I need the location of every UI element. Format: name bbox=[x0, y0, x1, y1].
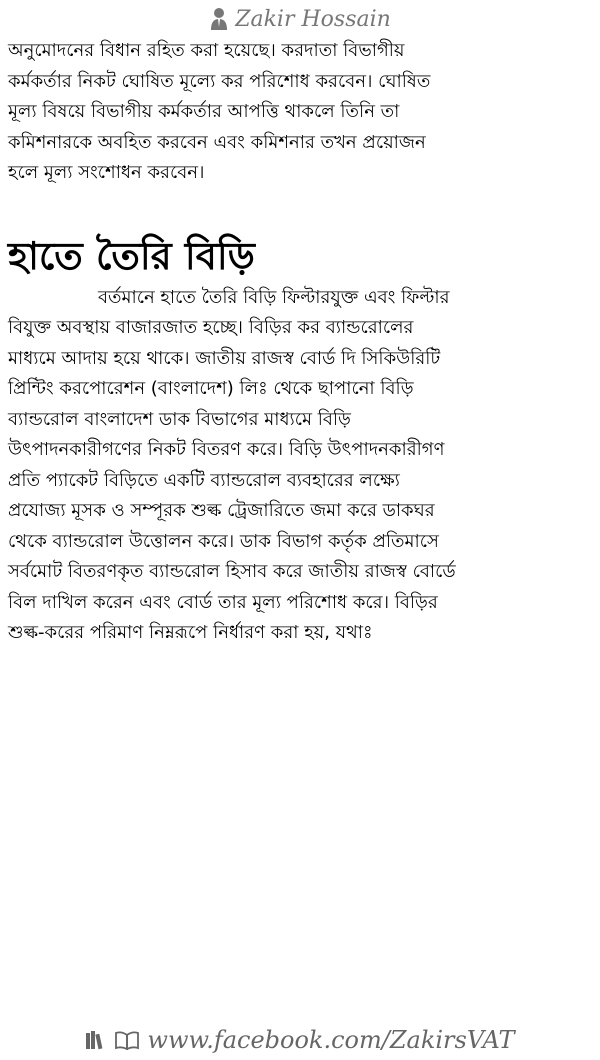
text-line: বিযুক্ত অবস্থায় বাজারজাত হচ্ছে। বিড়ির কর ব্যান্ডরোলের bbox=[8, 317, 414, 338]
text-line: থেকে ব্যান্ডরোল উত্তোলন করে। ডাক বিভাগ কর্তৃক প্রতিমাসে bbox=[8, 530, 439, 552]
text-line: অনুমোদনের বিধান রহিত করা হয়েছে। করদাতা বিভাগীয় bbox=[8, 40, 405, 61]
person-silhouette-icon bbox=[209, 7, 229, 31]
text-line: বিল দাখিল করেন এবং বোর্ড তার মূল্য পরিশোধ করে। বিড়ির bbox=[8, 591, 438, 613]
text-line: ব্যান্ডরোল বাংলাদেশ ডাক বিভাগের মাধ্যমে বিড়ি bbox=[8, 408, 351, 430]
text-line: কর্মকর্তার নিকট ঘোষিত মূল্যে কর পরিশোধ করবেন। ঘোষিত bbox=[8, 70, 431, 92]
page-footer bbox=[0, 1024, 600, 1056]
text-line: উৎপাদনকারীগণের নিকট বিতরণ করে। বিড়ি উৎপাদনকারীগণ bbox=[8, 439, 445, 460]
text-line: কমিশনারকে অবহিত করবেন এবং কমিশনার তখন প্রয়োজন bbox=[8, 131, 426, 153]
author-name: Zakir Hossain bbox=[235, 6, 391, 32]
text-line: শুল্ক-করের পরিমাণ নিম্নরূপে নির্ধারণ করা হয়, যথাঃ bbox=[8, 622, 373, 643]
text-line: মূল্য বিষয়ে বিভাগীয় কর্মকর্তার আপত্তি থাকলে তিনি তা bbox=[8, 101, 400, 122]
text-line: প্রযোজ্য মূসক ও সম্পূরক শুল্ক ট্রেজারিতে জমা করে ডাকঘর bbox=[8, 500, 435, 521]
text-line: বর্তমানে হাতে তৈরি বিড়ি ফিল্টারযুক্ত এবং ফিল্টার bbox=[98, 286, 450, 308]
section-heading: হাতে তৈরি বিড়ি bbox=[8, 233, 255, 278]
section-paragraph bbox=[8, 283, 594, 649]
open-book-icon bbox=[115, 1030, 139, 1050]
text-line: প্রতি প্যাকেট বিড়িতে একটি ব্যান্ডরোল ব্যবহারের লক্ষ্যে bbox=[8, 469, 400, 491]
text-line: প্রিন্টিং করপোরেশন (বাংলাদেশ) লিঃ থেকে ছাপানো বিড়ি bbox=[8, 378, 414, 399]
intro-paragraph bbox=[8, 36, 594, 189]
books-icon bbox=[85, 1030, 107, 1050]
text-line: হলে মূল্য সংশোধন করবেন। bbox=[8, 162, 205, 183]
page-header bbox=[0, 4, 600, 34]
text-line: সর্বমোট বিতরণকৃত ব্যান্ডরোল হিসাব করে জাতীয় রাজস্ব বোর্ডে bbox=[8, 561, 456, 582]
document-body bbox=[8, 36, 594, 649]
text-line: মাধ্যমে আদায় হয়ে থাকে। জাতীয় রাজস্ব বোর্ড দি সিকিউরিটি bbox=[8, 347, 441, 369]
footer-url[interactable]: www.facebook.com/ZakirsVAT bbox=[147, 1026, 515, 1054]
